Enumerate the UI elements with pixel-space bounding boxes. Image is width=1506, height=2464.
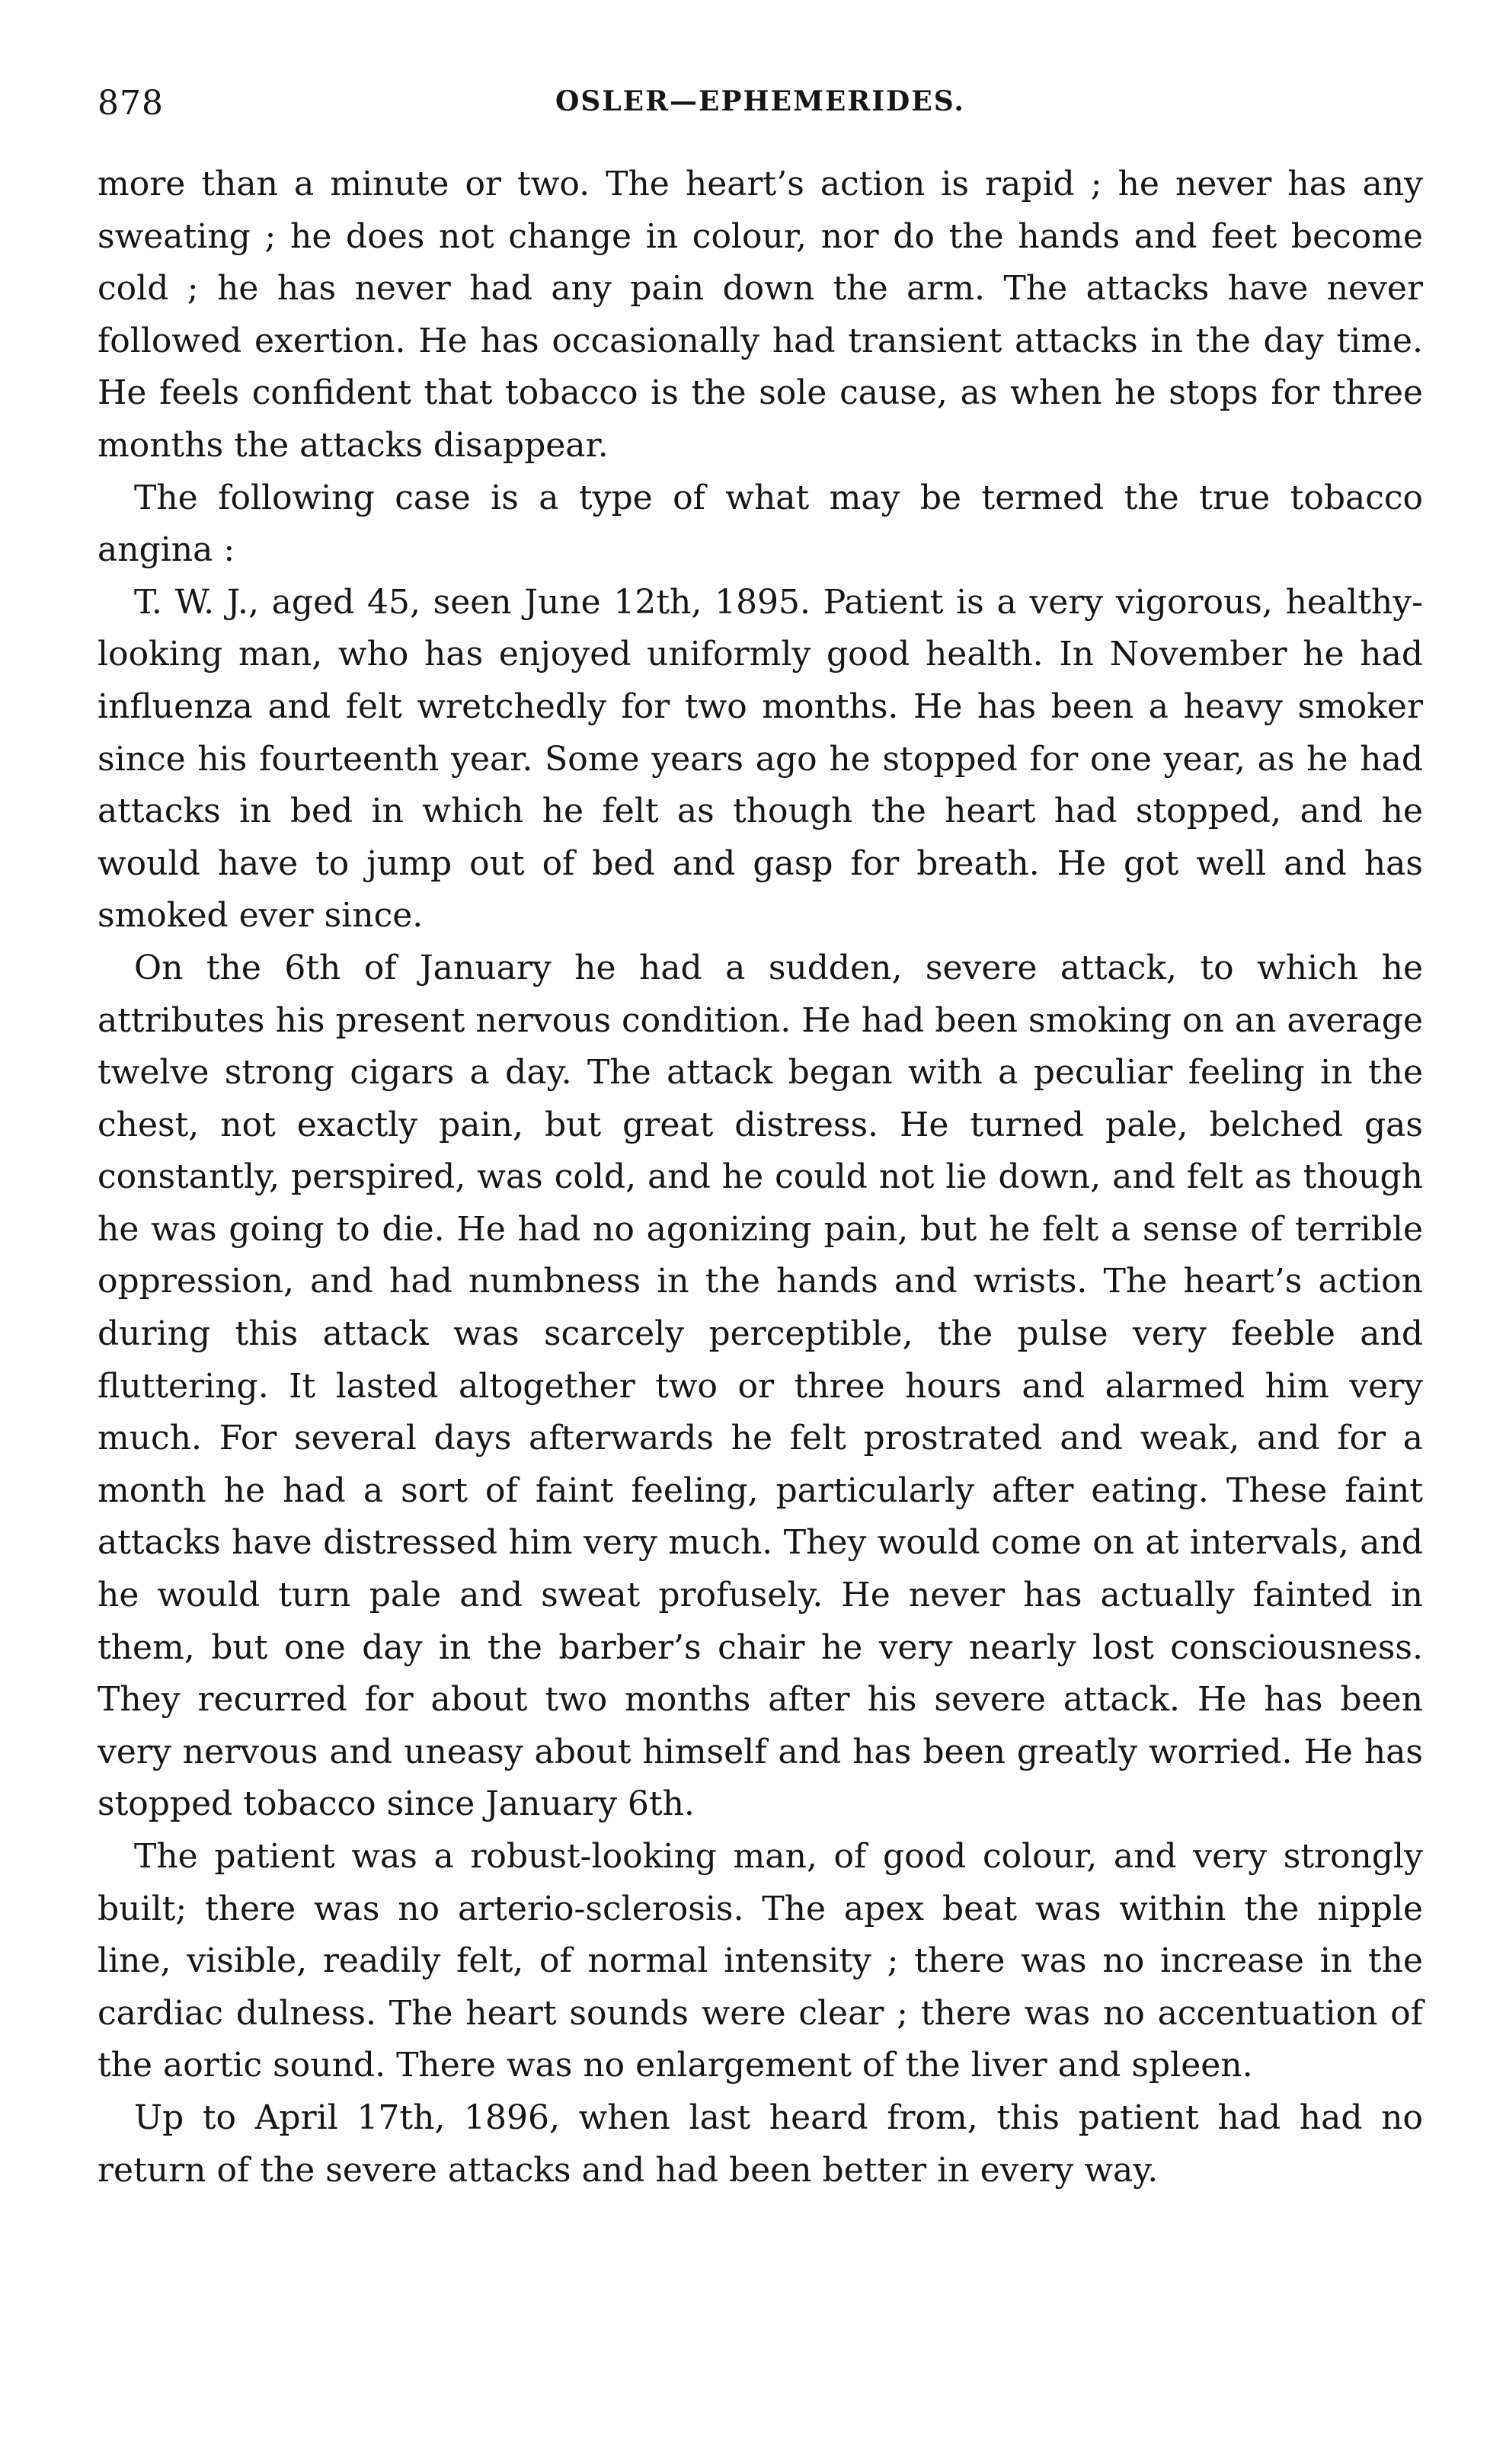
paragraph-case-history: T. W. J., aged 45, seen June 12th, 1895. Patient is a very vigorous, healthy-looking man, who has enjoyed uniformly good health. In November he had influenza and felt wretchedly for two months. He has been a heavy smoker since his fourteenth year. Some years ago he stopped for one year, as he had attacks in bed in which he felt as though the heart had stopped, and he would have to jump out of bed and gasp for breath. He got well and has smoked ever since. [98, 582, 1423, 936]
paragraph-continuation: more than a minute or two. The heart’s action is rapid ; he never has any sweating ; he does not change in colour, nor do the hands and feet become cold ; he has never had any pain down the arm. The attacks have never followed exertion. He has occasionally had transient attacks in the day time. He feels confident that tobacco is the sole cause, as when he stops for three months the attacks disappear. [98, 165, 1423, 465]
page-header [98, 84, 1423, 133]
paragraph-outcome: Up to April 17th, 1896, when last heard from, this patient had had no return of the severe attacks and had been better in every way. [98, 2098, 1423, 2190]
page-number: 878 [98, 84, 164, 123]
running-head: OSLER—EPHEMERIDES. [555, 85, 965, 117]
book-page [98, 84, 1423, 2197]
paragraph-examination: The patient was a robust-looking man, of good colour, and very strongly built; there was no arterio-sclerosis. The apex beat was within the nipple line, visible, readily felt, of normal intensity ; there was no increase in the cardiac dulness. The heart sounds were clear ; there was no accentuation of the aortic sound. There was no enlargement of the liver and spleen. [98, 1837, 1423, 2085]
paragraph-attack-description: On the 6th of January he had a sudden, severe attack, to which he attributes his present nervous condition. He had been smoking on an average twelve strong cigars a day. The attack began with a peculiar feeling in the chest, not exactly pain, but great distress. He turned pale, belched gas constantly, perspired, was cold, and he could not lie down, and felt as though he was going to die. He had no agonizing pain, but he felt a sense of terrible oppression, and had numbness in the hands and wrists. The heart’s action during this attack was scarcely perceptible, the pulse very feeble and fluttering. It lasted altogether two or three hours and alarmed him very much. For several days afterwards he felt prostrated and weak, and for a month he had a sort of faint feeling, particularly after eating. These faint attacks have distressed him very much. They would come on at intervals, and he would turn pale and sweat profusely. He never has actually fainted in them, but one day in the barber’s chair he very nearly lost consciousness. They recurred for about two months after his severe attack. He has been very nervous and uneasy about himself and has been greatly worried. He has stopped tobacco since January 6th. [98, 948, 1423, 1824]
paragraph-case-intro: The following case is a type of what may be termed the true tobacco angina : [98, 478, 1423, 570]
